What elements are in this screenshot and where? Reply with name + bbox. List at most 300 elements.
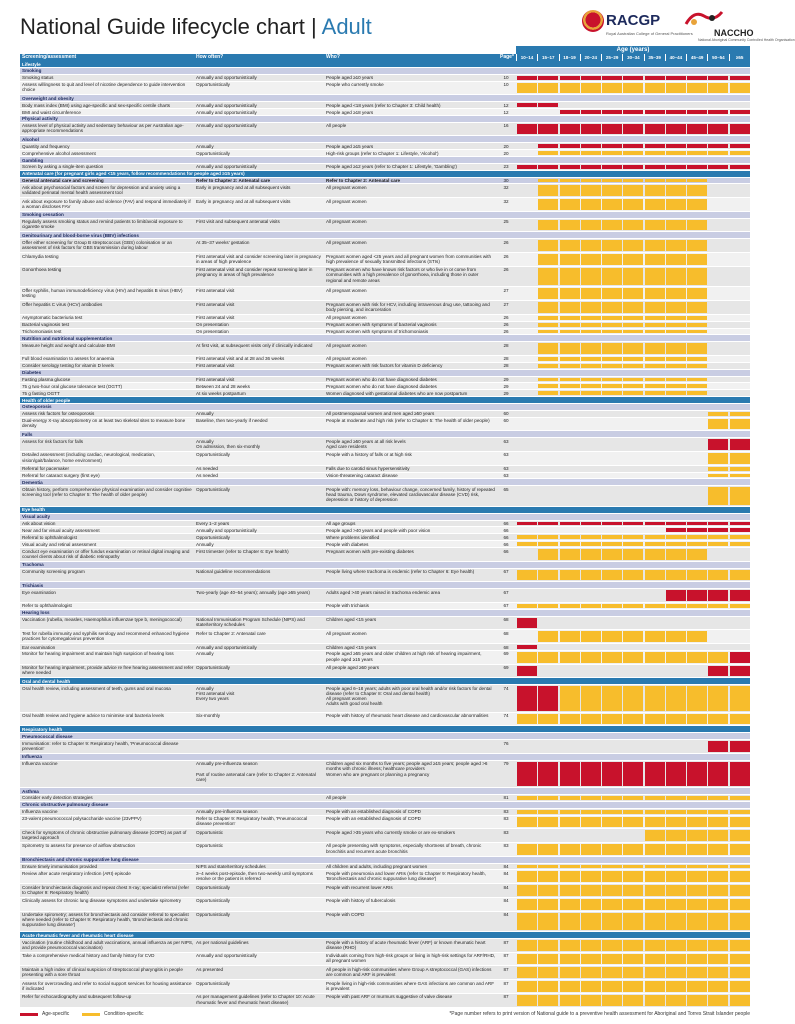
screening-cell: Bacterial vaginosis test: [22, 322, 69, 328]
age-column-header: 25–29: [601, 54, 622, 61]
condition-specific-cell: [645, 288, 665, 299]
condition-specific-cell: [560, 995, 580, 1006]
condition-specific-cell: [708, 830, 728, 841]
condition-specific-cell: [623, 885, 643, 896]
age-cells: [516, 315, 750, 321]
table-row: [20, 644, 750, 651]
age-specific-cell: [623, 762, 643, 786]
condition-specific-cell: [623, 357, 643, 361]
age-cells: [516, 301, 750, 314]
screening-cell: Offer hepatitis C virus (HCV) antibodies: [22, 301, 103, 307]
subsection-row: [20, 610, 750, 617]
page-cell: 83: [503, 829, 509, 835]
age-column-header: 45–49: [686, 54, 707, 61]
table-row: [20, 870, 750, 884]
how-often-cell: Opportunistically: [196, 452, 230, 458]
screening-cell: Vaccination (routine childhood and adult vaccinations, annual influenza as per NIPS, and provide pneumococcal vaccination): [22, 939, 194, 950]
how-often-cell: Refer to Chapter 9: Respiratory health, 'Pneumococcal disease prevention': [196, 816, 308, 827]
age-specific-cell: [517, 618, 537, 629]
table-row: [20, 548, 750, 562]
how-often-cell: Annually pre-influenza season: [196, 809, 258, 815]
screening-cell: Influenza vaccine: [22, 809, 58, 815]
screening-cell: Smoking cessation: [22, 212, 64, 218]
condition-specific-cell: [666, 199, 686, 210]
subsection-row: [20, 733, 750, 740]
condition-specific-cell: [538, 391, 558, 395]
condition-specific-cell: [730, 810, 750, 814]
condition-specific-cell: [708, 871, 728, 882]
condition-specific-cell: [560, 844, 580, 855]
age-specific-cell: [708, 124, 728, 135]
subsection-row: [20, 136, 750, 143]
page-cell: 67: [503, 589, 509, 595]
page-cell: 12: [503, 109, 509, 115]
screening-cell: Acute rheumatic fever and rheumatic heart disease: [22, 932, 134, 938]
who-cell: All pregnant women: [326, 356, 367, 362]
condition-specific-cell: [708, 844, 728, 855]
table-row: [20, 150, 750, 157]
how-often-cell: Baseline, then two-yearly if needed: [196, 418, 268, 424]
condition-specific-cell: [581, 885, 601, 896]
page-cell: 26: [503, 253, 509, 259]
screening-cell: Diabetes: [22, 370, 42, 376]
condition-specific-cell: [687, 220, 707, 231]
naccho-logo-subtitle: National Aboriginal Community Controlled Health Organisation: [698, 38, 795, 42]
age-specific-cell: [666, 528, 686, 532]
condition-specific-cell: [708, 487, 728, 505]
how-often-cell: Opportunistically: [196, 150, 230, 156]
screening-cell: Referral for pacemaker: [22, 466, 69, 472]
who-cell: People with COPD: [326, 912, 365, 918]
subsection-row: [20, 95, 750, 102]
age-cells: [516, 521, 750, 527]
how-often-cell: Early in pregnancy and at all subsequent visits: [196, 198, 291, 204]
condition-specific-cell: [645, 865, 665, 869]
table-row: [20, 816, 750, 830]
condition-specific-cell: [645, 240, 665, 251]
age-column-header: 50–54: [707, 54, 728, 61]
condition-specific-cell: [581, 343, 601, 354]
condition-specific-cell: [538, 199, 558, 210]
who-cell: People with a history of falls or at high risk: [326, 452, 412, 458]
condition-specific-cell: [666, 316, 686, 320]
age-cells: [516, 178, 750, 184]
screening-cell: Regularly assess smoking status and remind patients to limit/avoid exposure to cigarette smoke: [22, 219, 183, 230]
how-often-cell: Opportunistic: [196, 829, 224, 835]
condition-specific-cell: [581, 240, 601, 251]
age-column-header: 15–17: [537, 54, 558, 61]
condition-specific-cell: [708, 865, 728, 869]
who-cell: Falls due to carotid sinus hypersensitivity: [326, 466, 410, 472]
age-specific-cell: [517, 762, 537, 786]
who-cell: Vision-threatening cataract disease: [326, 473, 398, 479]
condition-specific-cell: [687, 549, 707, 560]
age-cells: [516, 143, 750, 149]
condition-specific-cell: [581, 199, 601, 210]
condition-specific-cell: [602, 810, 622, 814]
age-cells: [516, 287, 750, 300]
condition-specific-cell: [623, 940, 643, 951]
condition-specific-cell: [666, 302, 686, 313]
screening-cell: Consider early detection strategies: [22, 795, 93, 801]
screening-cell: Asymptomatic bacteriuria test: [22, 315, 83, 321]
age-specific-cell: [538, 522, 558, 526]
condition-specific-cell: [645, 830, 665, 841]
condition-specific-cell: [538, 83, 558, 94]
condition-specific-cell: [645, 185, 665, 196]
age-specific-cell: [730, 76, 750, 80]
condition-specific-cell: [517, 570, 537, 581]
age-specific-cell: [602, 165, 622, 169]
condition-specific-cell: [645, 817, 665, 828]
age-specific-cell: [708, 439, 728, 450]
age-specific-cell: [602, 144, 622, 148]
condition-specific-cell: [581, 865, 601, 869]
table-row: [20, 912, 750, 933]
age-column-header: 10–14: [516, 54, 537, 61]
who-cell: Pregnant women with symptoms of trichomoniasis: [326, 329, 429, 335]
who-cell: All pregnant women: [326, 287, 367, 293]
age-specific-cell: [666, 144, 686, 148]
screening-cell: Ask about psychosocial factors and screen for depression and anxiety using a validated perinatal mental health assessment tool: [22, 184, 181, 196]
column-header-row: [20, 54, 750, 61]
who-cell: Children aged <15 years: [326, 644, 377, 650]
page-cell: 10: [503, 82, 509, 88]
condition-specific-cell: [602, 549, 622, 560]
age-cells: [516, 898, 750, 911]
condition-specific-cell: [560, 384, 580, 388]
page-cell: 29: [503, 383, 509, 389]
who-cell: All people in high-risk communities where Group A streptococcal (GAS) infections are common and ARF is prevalent: [326, 966, 492, 978]
condition-specific-cell: [666, 844, 686, 855]
table-row: [20, 466, 750, 473]
condition-specific-cell: [730, 913, 750, 931]
age-specific-cell: [730, 666, 750, 677]
how-often-cell: Opportunistically: [196, 534, 230, 540]
age-specific-cell: [538, 165, 558, 169]
condition-specific-cell: [560, 913, 580, 931]
condition-specific-cell: [538, 714, 558, 725]
condition-specific-cell: [560, 981, 580, 992]
age-cells: [516, 713, 750, 726]
age-specific-cell: [602, 110, 622, 114]
who-cell: Women diagnosed with gestational diabetes who are now postpartum: [326, 390, 468, 396]
condition-specific-cell: [666, 940, 686, 951]
who-cell: People with a history of acute rheumatic fever (ARF) or known rheumatic heart disease (RHD): [326, 939, 486, 950]
condition-specific-cell: [581, 817, 601, 828]
subsection-row: [20, 404, 750, 411]
condition-specific-cell: [581, 254, 601, 265]
condition-specific-cell: [560, 330, 580, 334]
condition-specific-cell: [708, 535, 728, 539]
chapter-row: [20, 397, 750, 404]
condition-specific-cell: [538, 288, 558, 299]
who-cell: People with pneumonia and lower ARIs (refer to Chapter 9: Respiratory health, 'Bronchiectasis and chronic suppurative lung disease'): [326, 870, 486, 882]
table-row: [20, 630, 750, 644]
condition-specific-cell: [666, 391, 686, 395]
age-specific-cell: [730, 439, 750, 450]
naccho-logo: [684, 8, 795, 46]
age-specific-cell: [517, 124, 537, 135]
condition-specific-cell: [623, 652, 643, 663]
racgp-logo-subtitle: Royal Australian College of General Practitioners: [606, 31, 693, 36]
age-specific-cell: [623, 522, 643, 526]
condition-specific-cell: [623, 535, 643, 539]
condition-specific-cell: [708, 686, 728, 710]
age-specific-cell: [560, 110, 580, 114]
condition-specific-cell: [623, 913, 643, 931]
age-cells: [516, 569, 750, 582]
page-cell: 63: [503, 473, 509, 479]
how-often-cell: Annually: [196, 411, 214, 417]
page-cell: 25: [503, 219, 509, 225]
condition-specific-cell: [581, 288, 601, 299]
condition-specific-cell: [517, 865, 537, 869]
condition-specific-cell: [730, 604, 750, 608]
age-specific-cell: [560, 762, 580, 786]
table-row: [20, 994, 750, 1008]
how-often-cell: [196, 740, 324, 741]
condition-specific-cell: [645, 913, 665, 931]
age-specific-cell: [687, 165, 707, 169]
screening-cell: 75 g fasting OGTT: [22, 390, 60, 396]
how-often-cell: National guideline recommendations: [196, 569, 271, 575]
condition-specific-cell: [666, 899, 686, 910]
condition-specific-cell: [581, 302, 601, 313]
screening-cell: Eye health: [22, 507, 45, 513]
table-row: [20, 452, 750, 466]
table-row: [20, 219, 750, 233]
how-often-cell: First antenatal visit and consider repeat screening later in pregnancy in areas of high prevalence: [196, 267, 313, 278]
condition-specific-cell: [730, 844, 750, 855]
how-often-cell: Annually and opportunistically: [196, 123, 257, 129]
racgp-crest-icon: [582, 10, 604, 32]
age-cells: [516, 109, 750, 115]
page-cell: 20: [503, 150, 509, 156]
age-specific-cell: [708, 165, 728, 169]
page-cell: 28: [503, 342, 509, 348]
condition-specific-cell: [730, 467, 750, 471]
page-cell: 10: [503, 75, 509, 81]
who-cell: All people aged ≥50 years: [326, 665, 380, 671]
condition-specific-cell: [623, 384, 643, 388]
condition-specific-cell: [517, 981, 537, 992]
condition-specific-cell: [645, 954, 665, 965]
age-cells: [516, 603, 750, 609]
table-row: [20, 342, 750, 356]
condition-specific-cell: [538, 384, 558, 388]
condition-specific-cell: [581, 549, 601, 560]
age-cells: [516, 966, 750, 979]
age-cells: [516, 617, 750, 630]
condition-specific-cell: [602, 981, 622, 992]
condition-specific-cell: [538, 378, 558, 382]
condition-specific-cell: [730, 542, 750, 546]
table-row: [20, 740, 750, 754]
condition-specific-cell: [708, 652, 728, 663]
age-specific-cell: [666, 76, 686, 80]
how-often-cell: Annually and opportunistically: [196, 164, 257, 170]
condition-specific-cell: [666, 913, 686, 931]
screening-cell: Undertake spirometry; assess for bronchiectasis and consider referral to specialist where needed (refer to Chapter 9: Respiratory health, 'Bronchiectasis and chronic suppurative lung disease'): [22, 912, 189, 928]
age-specific-cell: [645, 144, 665, 148]
condition-specific-cell: [708, 817, 728, 828]
table-row: [20, 253, 750, 267]
age-cells: [516, 322, 750, 328]
who-cell: All people: [326, 795, 347, 801]
age-specific-cell: [581, 762, 601, 786]
screening-cell: Comprehensive alcohol assessment: [22, 150, 96, 156]
condition-specific-cell: [623, 199, 643, 210]
condition-specific-cell: [708, 899, 728, 910]
age-specific-cell: [645, 762, 665, 786]
age-specific-cell: [560, 522, 580, 526]
screening-cell: Body mass index (BMI) using age-specific and sex-specific centile charts: [22, 102, 171, 108]
screening-cell: Offer syphilis, human immunodeficiency virus (HIV) and hepatitis B virus (HBV) testing: [22, 287, 183, 299]
condition-specific-cell: [538, 810, 558, 814]
screening-cell: Ear examination: [22, 644, 56, 650]
age-cells: [516, 665, 750, 678]
racgp-logo: [582, 10, 693, 44]
condition-specific-cell: [560, 954, 580, 965]
condition-specific-cell: [581, 185, 601, 196]
condition-specific-cell: [560, 796, 580, 800]
condition-specific-cell: [602, 631, 622, 642]
condition-specific-cell: [538, 330, 558, 334]
age-specific-cell: [730, 165, 750, 169]
how-often-cell: First antenatal visit: [196, 301, 235, 307]
condition-specific-cell: [581, 268, 601, 286]
table-row: [20, 363, 750, 370]
condition-specific-cell: [602, 954, 622, 965]
who-cell: Pregnant women with risk for HCV, including intravenous drug use, tattooing and body piercing, and incarceration: [326, 301, 490, 312]
age-specific-cell: [687, 144, 707, 148]
how-often-cell: Opportunistically: [196, 912, 230, 918]
who-cell: Children aged <15 years: [326, 617, 377, 623]
condition-specific-cell: [560, 899, 580, 910]
condition-specific-cell: [538, 364, 558, 368]
screening-cell: Ask about vision: [22, 521, 56, 527]
condition-specific-cell: [666, 357, 686, 361]
table-row: [20, 521, 750, 528]
condition-specific-cell: [730, 453, 750, 464]
page-cell: 26: [503, 329, 509, 335]
table-row: [20, 486, 750, 507]
age-cells: [516, 527, 750, 533]
condition-specific-cell: [687, 631, 707, 642]
page-cell: 32: [503, 184, 509, 190]
age-cells: [516, 219, 750, 232]
condition-specific-cell: [730, 151, 750, 155]
condition-specific-cell: [666, 604, 686, 608]
age-specific-cell: [560, 144, 580, 148]
condition-specific-cell: [581, 810, 601, 814]
age-cells: [516, 466, 750, 472]
condition-specific-cell: [645, 343, 665, 354]
age-specific-cell: [708, 110, 728, 114]
condition-specific-cell: [687, 179, 707, 183]
how-often-cell: NIPS and state/territory schedules: [196, 864, 266, 870]
age-cells: [516, 411, 750, 417]
page-cell: 68: [503, 617, 509, 623]
condition-specific-cell: [538, 240, 558, 251]
table-row: [20, 356, 750, 363]
condition-specific-cell: [666, 179, 686, 183]
condition-specific-cell: [645, 871, 665, 882]
age-cells: [516, 239, 750, 252]
page-cell: 69: [503, 651, 509, 657]
condition-specific-cell: [581, 179, 601, 183]
condition-specific-cell: [560, 323, 580, 327]
how-often-cell: Six-monthly: [196, 713, 220, 719]
condition-specific-cell: [538, 268, 558, 286]
screening-cell: Lifestyle: [22, 61, 41, 67]
page-cell: 27: [503, 287, 509, 293]
age-specific-cell: [538, 76, 558, 80]
age-cells: [516, 486, 750, 506]
condition-specific-cell: [602, 652, 622, 663]
condition-specific-cell: [645, 995, 665, 1006]
screening-cell: BMI and waist circumference: [22, 109, 81, 115]
condition-specific-cell: [645, 268, 665, 286]
screening-cell: Respiratory health: [22, 726, 63, 732]
condition-specific-cell: [602, 940, 622, 951]
legend: [20, 1010, 750, 1020]
condition-specific-cell: [666, 865, 686, 869]
screening-cell: Fasting plasma glucose: [22, 377, 71, 383]
screening-cell: Trichiasis: [22, 582, 44, 588]
age-specific-cell: [666, 165, 686, 169]
screening-cell: Falls: [22, 431, 33, 437]
col-page: Page*: [500, 54, 514, 60]
who-cell: Pregnant women aged <25 years and all pregnant women from communities with high prevalence of sexually transmitted infections (STIs): [326, 253, 492, 264]
condition-specific-cell: [538, 865, 558, 869]
condition-specific-cell: [708, 954, 728, 965]
table-row: [20, 864, 750, 871]
condition-specific-cell: [666, 954, 686, 965]
how-often-cell: Annually: [196, 541, 214, 547]
subsection-row: [20, 335, 750, 342]
condition-specific-cell: [730, 686, 750, 710]
table-row: [20, 322, 750, 329]
how-often-cell: Opportunistically: [196, 665, 230, 671]
table-row: [20, 617, 750, 631]
legend-age-swatch: [20, 1013, 38, 1016]
condition-specific-cell: [645, 199, 665, 210]
condition-specific-cell: [538, 967, 558, 978]
condition-specific-cell: [687, 604, 707, 608]
age-cells: [516, 651, 750, 664]
condition-specific-cell: [560, 810, 580, 814]
condition-specific-cell: [602, 967, 622, 978]
condition-specific-cell: [602, 151, 622, 155]
age-cells: [516, 644, 750, 650]
condition-specific-cell: [666, 652, 686, 663]
condition-specific-cell: [666, 384, 686, 388]
how-often-cell: First antenatal visit and consider screening later in pregnancy in areas of high prevalence: [196, 253, 321, 264]
condition-specific-cell: [581, 652, 601, 663]
age-cells: [516, 356, 750, 362]
page-cell: 29: [503, 377, 509, 383]
age-specific-cell: [708, 666, 728, 677]
screening-cell: Community screening program: [22, 569, 85, 575]
condition-specific-cell: [623, 220, 643, 231]
condition-specific-cell: [538, 316, 558, 320]
page-cell: 26: [503, 239, 509, 245]
screening-cell: Overweight and obesity: [22, 95, 74, 101]
screening-cell: General antenatal care and screening: [22, 178, 104, 184]
table-row: [20, 527, 750, 534]
